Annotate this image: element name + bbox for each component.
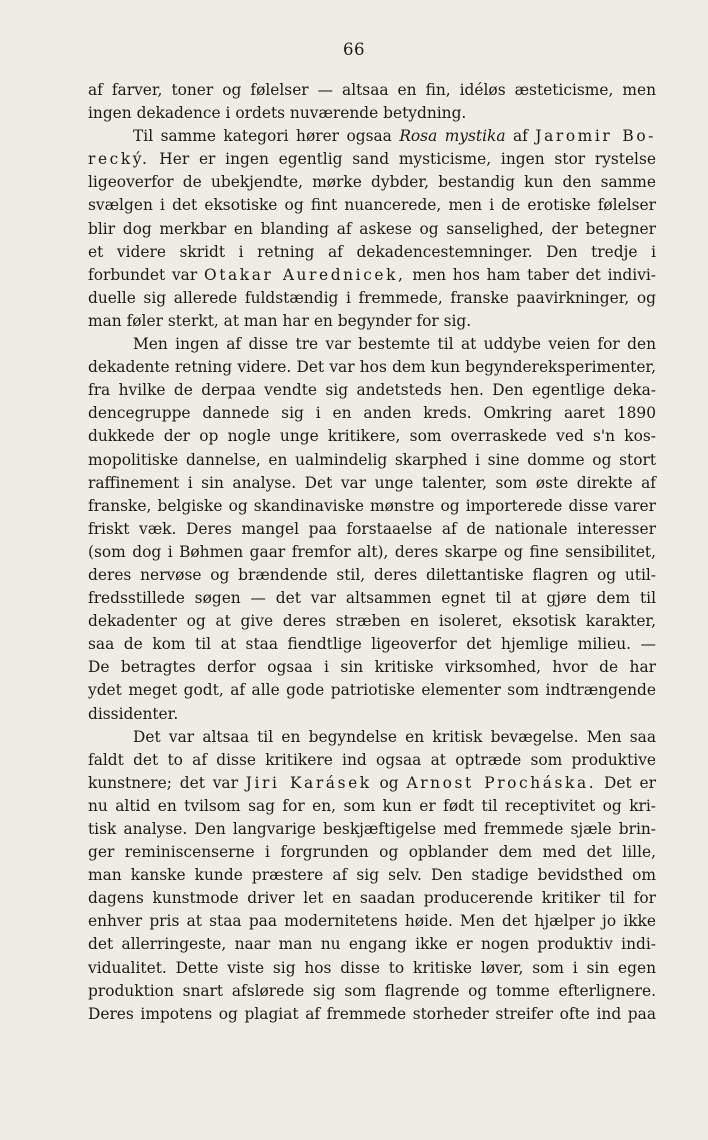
text: tisk analyse. Den langvarige beskjæftigelse med fremmede sjæle brin- [88, 820, 656, 838]
text-line [88, 910, 656, 933]
text: ligeoverfor de ubekjendte, mørke dybder, bestandig kun den samme [88, 173, 656, 192]
text-line [88, 287, 656, 310]
text: fra hvilke de derpaa vendte sig andetsteds hen. Den egentlige deka- [88, 381, 656, 400]
author-name: Jaromir Bo- [535, 127, 656, 146]
text-line [88, 864, 656, 887]
text-line [88, 772, 656, 795]
text: dukkede der op nogle unge kritikere, som overraskede ved s'n kos- [88, 427, 656, 446]
text: fredsstillede søgen — det var altsammen egnet til at gjøre dem til [88, 589, 656, 608]
text: faldt det to af disse kritikere ind ogsaa at optræde som produktive [88, 750, 656, 769]
text-line [88, 102, 656, 125]
text: friskt væk. Deres mangel paa forstaaelse af de nationale interesser [88, 519, 656, 538]
text: Det er [596, 773, 656, 792]
text-line [88, 795, 656, 818]
text-line [88, 125, 656, 148]
text-line [88, 818, 656, 841]
text: ger reminiscenserne i forgrunden og opblander dem med det lille, [88, 843, 656, 862]
text: Her er ingen egentlig sand mysticisme, ingen stor rystelse [149, 150, 656, 169]
text-line [88, 310, 656, 333]
text: af farver, toner og følelser — altsaa en fin, idéløs æsteticisme, men [88, 81, 656, 99]
text-line [88, 79, 656, 102]
text: Deres impotens og plagiat af fremmede storheder streifer ofte ind paa [88, 1004, 656, 1023]
text-line [88, 402, 656, 425]
text: dissidenter. [88, 704, 179, 723]
text: dencegruppe dannede sig i en anden kreds. Omkring aaret 1890 [88, 404, 656, 423]
text-line [88, 887, 656, 910]
text: det allerringeste, naar man nu engang ikke er nogen produktiv indi- [88, 935, 656, 954]
text: Men ingen af disse tre var bestemte til at uddybe veien for den [133, 335, 656, 354]
page-number: 66 [343, 40, 365, 59]
text-line [88, 749, 656, 772]
text-line [88, 656, 656, 679]
text: ydet meget godt, af alle gode patriotiske elementer som indtrængende [88, 681, 656, 700]
text-line [88, 449, 656, 472]
text: vidualitet. Dette viste sig hos disse to kritiske løver, som i sin egen [88, 958, 656, 977]
text-line [88, 148, 656, 171]
text: forbundet var [88, 265, 204, 284]
text: nu altid en tvilsom sag for en, som kun er født til receptivitet og kri- [88, 796, 656, 815]
text-line [88, 633, 656, 656]
text-line [88, 495, 656, 518]
text-line [88, 957, 656, 980]
text-line [88, 610, 656, 633]
text: duelle sig allerede fuldstændig i fremmede, franske paavirkninger, og [88, 288, 656, 307]
text-line [88, 241, 656, 264]
text: og [371, 773, 407, 792]
text-line [88, 564, 656, 587]
text-line [88, 703, 656, 726]
text: (som dog i Bøhmen gaar fremfor alt), deres skarpe og fine sensibilitet, [88, 542, 656, 561]
text: produktion snart afslørede sig som flagrende og tomme efterlignere. [88, 981, 656, 1000]
text: mopolitiske dannelse, en ualmindelig skarphed i sine domme og stort [88, 450, 656, 469]
text: Det var altsaa til en begyndelse en kritisk bevægelse. Men saa [133, 727, 656, 746]
text: man kanske kunde præstere af sig selv. Den stadige bevidsthed om [88, 866, 656, 885]
text-line [88, 356, 656, 379]
text: svælgen i det eksotiske og fint nuancerede, men i de erotiske følelser [88, 196, 656, 215]
text: blir dog merkbar en blanding af askese og sanselighed, der betegner [88, 219, 656, 238]
title-italic: Rosa mystika [399, 127, 506, 146]
text-line [88, 1003, 656, 1026]
text-line [88, 171, 656, 194]
text: raffinement i sin analyse. Det var unge talenter, som øste direkte af [88, 473, 656, 492]
text: kunstnere; det var [88, 773, 246, 792]
text: af [505, 127, 536, 146]
text: et videre skridt i retning af dekadencestemninger. Den tredje i [88, 242, 656, 261]
text-line [88, 264, 656, 287]
text-line [88, 841, 656, 864]
text-line [88, 333, 656, 356]
text-line [88, 518, 656, 541]
text: dekadente retning videre. Det var hos dem kun begyndereksperimenter, [88, 358, 656, 377]
text-line [88, 379, 656, 402]
text: franske, belgiske og skandinaviske mønstre og importerede disse varer [88, 496, 656, 515]
text: men hos ham taber det indivi- [405, 265, 657, 284]
text: De betragtes derfor ogsaa i sin kritiske virksomhed, hvor de har [88, 658, 656, 677]
author-name: recký. [88, 150, 150, 169]
author-name: Jiri Karásek [245, 773, 372, 792]
text-line [88, 425, 656, 448]
author-name: Otakar Aurednicek, [203, 265, 406, 284]
text: saa de kom til at staa fiendtlige ligeoverfor det hjemlige milieu. — [88, 635, 656, 654]
text-line [88, 933, 656, 956]
text-line [88, 194, 656, 217]
text: Til samme kategori hører ogsaa [133, 127, 400, 146]
text-line [88, 726, 656, 749]
text-line [88, 679, 656, 702]
text-line [88, 472, 656, 495]
page-body [88, 79, 656, 1026]
text-line [88, 541, 656, 564]
text: dekadenter og at give deres stræben en isoleret, eksotisk karakter, [88, 612, 656, 631]
text-line [88, 980, 656, 1003]
text: man føler sterkt, at man har en begynder for sig. [88, 311, 472, 330]
text-line [88, 587, 656, 610]
author-name: Arnost Procháska. [406, 773, 597, 792]
text: ingen dekadence i ordets nuværende betydning. [88, 104, 467, 123]
text: dagens kunstmode driver let en saadan producerende kritiker til for [88, 889, 656, 908]
text-line [88, 218, 656, 241]
text: enhver pris at staa paa modernitetens høide. Men det hjælper jo ikke [88, 912, 656, 931]
text: deres nervøse og brændende stil, deres dilettantiske flagren og util- [88, 565, 656, 584]
